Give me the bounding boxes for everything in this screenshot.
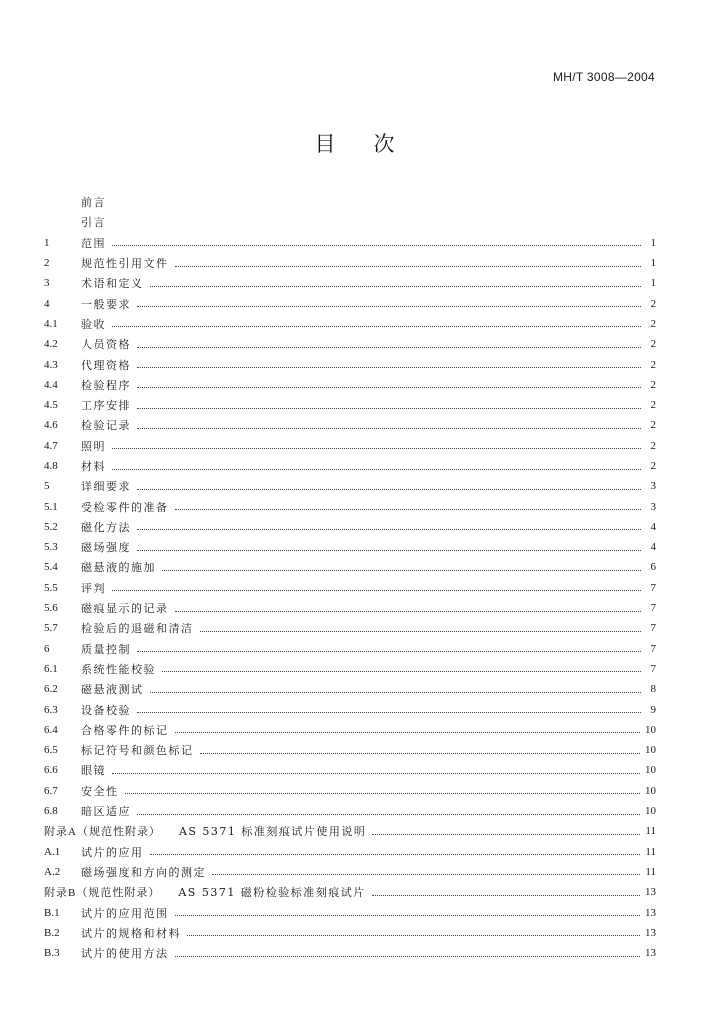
toc-entry-number: 6.2 xyxy=(44,683,58,696)
toc-entry-page: 2 xyxy=(650,460,656,472)
toc-entry-number: A.1 xyxy=(44,845,61,858)
toc-entry-page: 11 xyxy=(645,825,656,838)
toc-entry-label: 标记符号和颜色标记 xyxy=(81,744,194,758)
toc-dot-leader xyxy=(162,671,641,672)
toc-entry-page: 10 xyxy=(645,723,656,736)
toc-entry-number: 4 xyxy=(44,297,50,310)
toc-entry[interactable] xyxy=(44,375,656,395)
toc-entry-number: 6.7 xyxy=(44,784,58,797)
toc-entry-page: 10 xyxy=(645,764,656,777)
toc-entry-page: 2 xyxy=(650,317,656,330)
toc-entry[interactable] xyxy=(44,293,656,313)
toc-entry-label: 前言 xyxy=(81,196,106,210)
toc-dot-leader xyxy=(162,570,641,571)
toc-dot-leader xyxy=(200,631,642,632)
toc-entry-label: 合格零件的标记 xyxy=(81,723,169,737)
toc-entry-page: 13 xyxy=(645,947,656,960)
toc-entry-page: 10 xyxy=(645,784,656,797)
toc-dot-leader xyxy=(137,529,641,530)
toc-entry[interactable] xyxy=(44,801,656,821)
toc-entry[interactable] xyxy=(44,192,656,212)
toc-entry-page: 10 xyxy=(645,805,656,818)
toc-dot-leader xyxy=(112,326,641,327)
toc-title-char-2: 次 xyxy=(373,132,395,156)
toc-entry-label: 磁场强度 xyxy=(81,541,131,555)
toc-entry-page: 9 xyxy=(650,703,656,716)
toc-dot-leader xyxy=(175,509,642,510)
toc-entry-label: 照明 xyxy=(81,439,106,453)
toc-dot-leader xyxy=(137,550,641,551)
toc-entry-number: 5.5 xyxy=(44,581,58,594)
toc-dot-leader xyxy=(200,753,641,754)
toc-entry[interactable] xyxy=(44,415,656,435)
toc-entry-page: 2 xyxy=(650,419,656,432)
toc-entry-page: 4 xyxy=(650,520,656,533)
toc-entry-number: A.2 xyxy=(44,865,61,878)
toc-entry[interactable] xyxy=(44,923,656,943)
toc-entry-page: 4 xyxy=(650,541,656,554)
toc-entry-page: 7 xyxy=(650,642,656,655)
toc-entry-label: 磁化方法 xyxy=(81,520,131,534)
toc-dot-leader xyxy=(125,793,641,794)
toc-entry-label: 代理资格 xyxy=(81,358,131,372)
toc-dot-leader xyxy=(150,854,641,855)
toc-entry[interactable] xyxy=(44,578,656,598)
toc-entry-page: 2 xyxy=(650,338,656,351)
toc-entry-number: 2 xyxy=(44,257,50,270)
toc-entry[interactable] xyxy=(44,842,656,862)
toc-entry-number: 4.1 xyxy=(44,317,58,330)
toc-entry-label: 验收 xyxy=(81,317,106,331)
toc-entry[interactable] xyxy=(44,760,656,780)
toc-entry-number: 4.2 xyxy=(44,338,58,351)
toc-entry-number: 6 xyxy=(44,642,50,655)
toc-entry-page: 1 xyxy=(650,277,656,290)
toc-entry-number: 6.8 xyxy=(44,805,58,818)
toc-entry[interactable] xyxy=(44,557,656,577)
toc-entry-label: 详细要求 xyxy=(81,480,131,494)
toc-entry-label: 安全性 xyxy=(81,784,119,798)
toc-dot-leader xyxy=(112,773,640,774)
toc-entry-page: 1 xyxy=(650,257,656,270)
toc-entry-label: 试片的应用 xyxy=(81,845,144,859)
toc-dot-leader xyxy=(137,387,641,388)
toc-entry-label: 规范性引用文件 xyxy=(81,257,169,271)
toc-entry-number: 6.3 xyxy=(44,703,58,716)
toc-dot-leader xyxy=(137,347,641,348)
toc-entry-label: 试片的应用范围 xyxy=(81,906,169,920)
toc-entry-label: 设备校验 xyxy=(81,703,131,717)
toc-entry-label: 检验程序 xyxy=(81,378,131,392)
toc-entry-label: 磁悬液的施加 xyxy=(81,561,156,575)
toc-entry[interactable] xyxy=(44,720,656,740)
toc-entry[interactable] xyxy=(44,476,656,496)
toc-entry[interactable] xyxy=(44,740,656,760)
toc-dot-leader xyxy=(137,306,641,307)
toc-entry-page: 2 xyxy=(650,297,656,310)
toc-entry-number: 5.7 xyxy=(44,622,58,635)
toc-entry-number: 3 xyxy=(44,277,50,290)
toc-entry[interactable] xyxy=(44,537,656,557)
toc-entry[interactable] xyxy=(44,882,656,902)
toc-dot-leader xyxy=(150,286,642,287)
toc-entry[interactable] xyxy=(44,273,656,293)
toc-entry-number: 5.3 xyxy=(44,541,58,554)
toc-entry[interactable] xyxy=(44,456,656,476)
toc-entry-page: 13 xyxy=(645,926,656,939)
toc-entry-number: 5.1 xyxy=(44,500,58,513)
toc-entry[interactable] xyxy=(44,436,656,456)
toc-dot-leader xyxy=(137,712,641,713)
toc-entry[interactable] xyxy=(44,618,656,638)
toc-entry-label: 磁场强度和方向的测定 xyxy=(81,865,206,879)
toc-entry-label: 人员资格 xyxy=(81,338,131,352)
toc-entry-label: 检验后的退磁和清洁 xyxy=(81,622,194,636)
toc-entry-page: 7 xyxy=(650,622,656,635)
toc-dot-leader xyxy=(175,266,642,267)
toc-entry-number: 4.3 xyxy=(44,358,58,371)
toc-entry[interactable] xyxy=(44,354,656,374)
toc-entry-page: 7 xyxy=(650,581,656,594)
toc-entry-label: 引言 xyxy=(81,216,106,230)
toc-dot-leader xyxy=(112,590,641,591)
toc-entry-number: 4.6 xyxy=(44,419,58,432)
toc-entry-label: 试片的使用方法 xyxy=(81,947,169,961)
toc-dot-leader xyxy=(175,732,641,733)
toc-entry-number: B.2 xyxy=(44,926,60,939)
toc-entry-page: 13 xyxy=(645,886,656,899)
toc-entry-page: 8 xyxy=(650,683,656,696)
toc-entry-label: 受检零件的准备 xyxy=(81,500,169,514)
toc-entry-number: 4.4 xyxy=(44,378,58,391)
toc-entry[interactable] xyxy=(44,699,656,719)
toc-entry[interactable] xyxy=(44,639,656,659)
toc-entry-number: B.1 xyxy=(44,906,60,919)
toc-entry-number: 6.4 xyxy=(44,723,58,736)
toc-entry[interactable] xyxy=(44,659,656,679)
toc-entry-label: 试片的规格和材料 xyxy=(81,926,181,940)
toc-entry-label: 磁悬液测试 xyxy=(81,683,144,697)
toc-entry[interactable] xyxy=(44,781,656,801)
toc-entry[interactable] xyxy=(44,943,656,963)
toc-dot-leader xyxy=(112,469,641,470)
toc-entry[interactable] xyxy=(44,679,656,699)
toc-entry-label: 眼镜 xyxy=(81,764,106,778)
toc-dot-leader xyxy=(137,651,641,652)
toc-dot-leader xyxy=(187,935,640,936)
toc-entry[interactable] xyxy=(44,517,656,537)
toc-entry[interactable] xyxy=(44,821,656,841)
toc-entry-page: 11 xyxy=(645,865,656,878)
toc-dot-leader xyxy=(137,489,641,490)
toc-entry-page: 6 xyxy=(650,561,656,574)
toc-dot-leader xyxy=(112,245,641,246)
toc-entry[interactable] xyxy=(44,862,656,882)
toc-entry-label: 范围 xyxy=(81,236,106,250)
toc-entry-page: 3 xyxy=(650,500,656,513)
toc-entry-number: 6.1 xyxy=(44,662,58,675)
toc-title xyxy=(0,128,709,158)
toc-dot-leader xyxy=(150,692,642,693)
toc-list xyxy=(44,192,656,963)
toc-entry-page: 13 xyxy=(645,906,656,919)
toc-dot-leader xyxy=(175,915,641,916)
toc-entry-page: 2 xyxy=(650,399,656,412)
toc-entry-label: 系统性能校验 xyxy=(81,662,156,676)
toc-entry[interactable] xyxy=(44,334,656,354)
toc-entry-number: 4.5 xyxy=(44,399,58,412)
toc-dot-leader xyxy=(137,408,641,409)
toc-entry-label: 检验记录 xyxy=(81,419,131,433)
toc-entry-label: 一般要求 xyxy=(81,297,131,311)
toc-entry-label: 暗区适应 xyxy=(81,805,131,819)
toc-entry-number: 5.2 xyxy=(44,520,58,533)
toc-entry[interactable] xyxy=(44,212,656,232)
toc-entry-number: B.3 xyxy=(44,947,60,960)
toc-entry-page: 10 xyxy=(645,744,656,757)
toc-entry-label: 磁痕显示的记录 xyxy=(81,602,169,616)
toc-entry-number: 附录B（规范性附录） xyxy=(44,887,161,900)
toc-entry-number: 6.6 xyxy=(44,764,58,777)
standard-code: MH/T 3008—2004 xyxy=(552,70,655,84)
toc-entry-number: 5.6 xyxy=(44,602,58,615)
toc-entry-label: 术语和定义 xyxy=(81,277,144,291)
toc-entry-page: 2 xyxy=(650,378,656,391)
toc-entry[interactable] xyxy=(44,496,656,516)
toc-entry-label: AS 5371 磁粉检验标准刻痕试片 xyxy=(178,886,366,900)
toc-dot-leader xyxy=(212,874,640,875)
toc-entry-page: 3 xyxy=(650,480,656,493)
toc-entry-number: 4.8 xyxy=(44,460,58,472)
toc-entry-page: 2 xyxy=(650,439,656,452)
toc-entry-number: 5 xyxy=(44,480,50,493)
toc-entry-number: 5.4 xyxy=(44,561,58,574)
toc-dot-leader xyxy=(137,428,641,429)
toc-entry-page: 11 xyxy=(645,845,656,858)
toc-entry-number: 4.7 xyxy=(44,439,58,452)
toc-dot-leader xyxy=(137,367,641,368)
toc-entry-number: 6.5 xyxy=(44,744,58,757)
toc-entry[interactable] xyxy=(44,598,656,618)
toc-entry-page: 7 xyxy=(650,602,656,615)
toc-dot-leader xyxy=(112,448,641,449)
toc-dot-leader xyxy=(372,834,640,835)
toc-entry-label: 质量控制 xyxy=(81,642,131,656)
toc-entry-page: 2 xyxy=(650,358,656,371)
toc-entry-number: 1 xyxy=(44,236,50,249)
toc-dot-leader xyxy=(175,956,641,957)
toc-entry-label: 评判 xyxy=(81,581,106,595)
toc-dot-leader xyxy=(372,895,640,896)
toc-dot-leader xyxy=(137,814,640,815)
toc-entry-page: 1 xyxy=(650,236,656,249)
toc-entry-page: 7 xyxy=(650,662,656,675)
toc-title-char-1: 目 xyxy=(314,132,336,156)
toc-entry-label: 材料 xyxy=(81,460,106,473)
toc-dot-leader xyxy=(175,611,642,612)
toc-entry[interactable] xyxy=(44,902,656,922)
toc-entry[interactable] xyxy=(44,314,656,334)
toc-entry-label: 工序安排 xyxy=(81,399,131,413)
toc-entry[interactable] xyxy=(44,233,656,253)
toc-entry[interactable] xyxy=(44,253,656,273)
toc-entry[interactable] xyxy=(44,395,656,415)
toc-entry-number: 附录A（规范性附录） xyxy=(44,826,161,839)
toc-entry-label: AS 5371 标准刻痕试片使用说明 xyxy=(178,825,367,839)
